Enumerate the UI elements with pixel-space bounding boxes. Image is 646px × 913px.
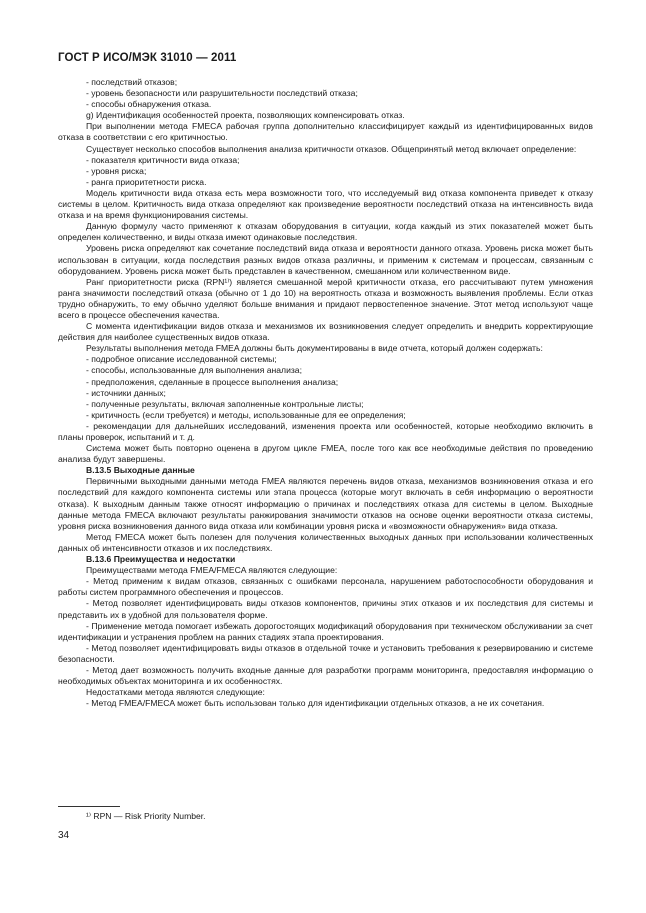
document-body (58, 77, 593, 709)
paragraph: - рекомендации для дальнейших исследований, изменения проекта или особенностей, которые необходимо включить в планы проверок, испытаний и т. д. (58, 420, 593, 442)
list-item: - последствий отказов; (86, 77, 178, 87)
list-item: - ранга приоритетности риска. (86, 176, 207, 187)
list-item: - показателя критичности вида отказа; (86, 154, 240, 165)
section-heading: B.13.5 Выходные данные (86, 465, 195, 476)
paragraph: Преимуществами метода FMEA/FMECA являются следующие: (86, 565, 338, 576)
paragraph: - Метод FMEA/FMECA может быть использован только для идентификации отдельных отказов, а не их сочетания. (86, 698, 545, 709)
list-item: - способы обнаружения отказа. (86, 99, 212, 110)
list-item: g) Идентификация особенностей проекта, позволяющих компенсировать отказ. (86, 110, 405, 121)
list-item: - подробное описание исследованной системы; (86, 354, 277, 365)
paragraph: Ранг приоритетности риска (RPN¹⁾) является смешанной мерой критичности отказа, его рассчитывают путем умножения ранга значимости последствий отказа (обычно от 1 до 10) на вероятность отказа и возможность выявления проблемы. Если отказ трудно обнаружить, то ему обычно уделяют больше внимания и придают первостепенное значение. Этот метод используют чаще всего в процессе обеспечения качества. (58, 276, 593, 320)
paragraph: Модель критичности вида отказа есть мера возможности того, что исследуемый вид отказа компонента приведет к отказу системы в целом. Критичность вида отказа определяют как произведение вероятности последствий отказа на интенсивность вида отказа и на время функционирования системы. (58, 187, 593, 221)
paragraph: Метод FMECA может быть полезен для получения количественных выходных данных при использовании количественных данных об интенсивности отказов и их последствиях. (58, 531, 593, 553)
paragraph: При выполнении метода FMECA рабочая группа дополнительно классифицирует каждый из идентифицированных видов отказа в соответствии с его критичностью. (58, 121, 593, 143)
paragraph: - Метод позволяет идентифицировать виды отказов компонентов, причины этих отказов и их последствия для системы и представить их в удобной для пользователя форме. (58, 598, 593, 620)
section-heading: B.13.6 Преимущества и недостатки (86, 554, 236, 565)
page-header: ГОСТ Р ИСО/МЭК 31010 — 2011 (58, 52, 237, 64)
paragraph: Первичными выходными данными метода FMEA являются перечень видов отказа, механизмов возникновения отказа и его последствий для каждого компонента системы или этапа процесса (которые могут включать в себя информацию о вероятности отказа). К выходным данным также относят информацию о причинах и последствиях отказа для системы в целом. Выходные данные метода FMECA включают результаты ранжирования значимости отказов на основе оценки вероятности отказа системы, уровня риска возникновения данного вида отказа или комбинации уровня риска и «возможности обнаружения» вида отказа. (58, 476, 593, 531)
list-item: - критичность (если требуется) и методы, использованные для ее определения; (86, 409, 406, 420)
paragraph: Результаты выполнения метода FMEA должны быть документированы в виде отчета, который должен содержать: (86, 343, 543, 354)
list-item: - полученные результаты, включая заполненные контрольные листы; (86, 398, 364, 409)
paragraph: Система может быть повторно оценена в другом цикле FMEA, после того как все необходимые действия по проведению анализа будут завершены. (58, 443, 593, 465)
list-item: - уровня риска; (86, 165, 147, 176)
paragraph: Недостатками метода являются следующие: (86, 687, 265, 698)
paragraph: Уровень риска определяют как сочетание последствий вида отказа и вероятности данного отказа. Уровень риска может быть использован в ситуации, когда последствия разных видов отказа различны, и применим к системам и процессам, связанным с оборудованием. Уровень риска может быть представлен в качественном, смешанном или количественном виде. (58, 243, 593, 276)
list-item: - источники данных; (86, 387, 166, 398)
page-number: 34 (58, 830, 70, 841)
paragraph: - Метод применим к видам отказов, связанных с ошибками персонала, нарушением работоспособности оборудования и работы систем программного обеспечения и процессов. (58, 576, 593, 598)
footnote: ¹⁾ RPN — Risk Priority Number. (86, 811, 206, 821)
paragraph: - Метод дает возможность получить входные данные для разработки программ мониторинга, предоставляя информацию о необходимых объектах мониторинга и их особенностях. (58, 664, 593, 687)
paragraph: Существует несколько способов выполнения анализа критичности отказов. Общепринятый метод включает определение: (86, 143, 577, 154)
paragraph: С момента идентификации видов отказа и механизмов их возникновения следует определить и внедрить корректирующие действия для наиболее существенных видов отказа. (58, 321, 593, 343)
list-item: - уровень безопасности или разрушительности последствий отказа; (86, 88, 358, 99)
paragraph: - Применение метода помогает избежать дорогостоящих модификаций оборудования при техническом обслуживании за счет идентификации и устранения проблем на ранних стадиях этапа проектирования. (58, 620, 593, 642)
list-item: - способы, использованные для выполнения анализа; (86, 365, 302, 376)
paragraph: - Метод позволяет идентифицировать виды отказов в отдельной точке и установить требования к резервированию и системе безопасности. (58, 642, 593, 664)
list-item: - предположения, сделанные в процессе выполнения анализа; (86, 376, 339, 387)
paragraph: Данную формулу часто применяют к отказам оборудования в ситуации, когда каждый из этих показателей может быть определен количественно, и виды отказа имеют одинаковые последствия. (58, 221, 593, 243)
footnote-divider (58, 806, 120, 807)
